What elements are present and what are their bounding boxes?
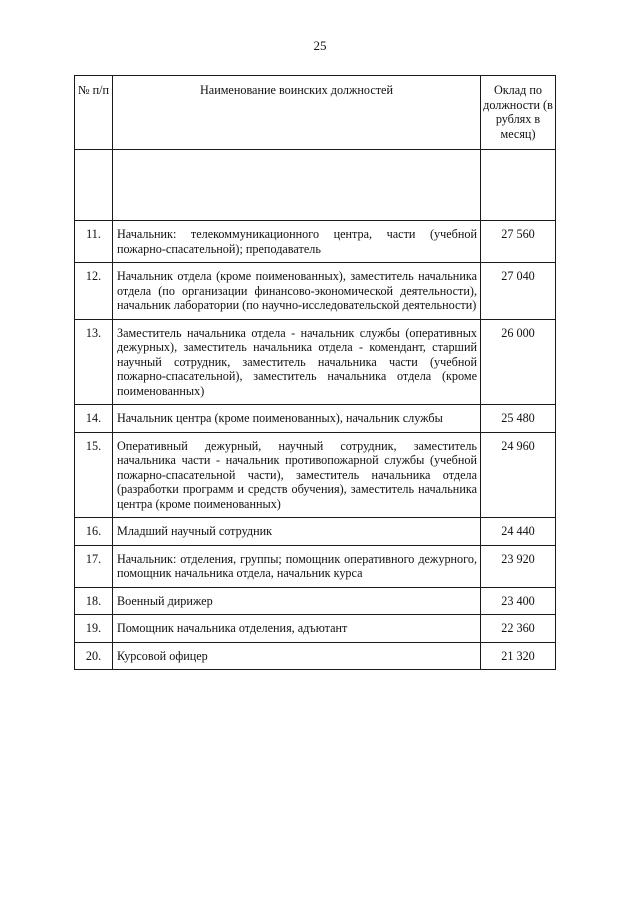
table-row [75,263,556,320]
salary-value: 24 440 [481,518,556,546]
row-number: 12. [75,263,113,320]
position-name: Начальник отдела (кроме поименованных), заместитель начальника отдела (по организации финансово-экономической деятельности), начальник лаборатории (по научно-исследовательской деятельности) [113,263,481,320]
spacer-cell [113,150,481,221]
header-number [75,76,113,150]
row-number: 14. [75,405,113,433]
table-row [75,319,556,405]
position-name: Начальник: телекоммуникационного центра, части (учебной пожарно-спасательной); преподаватель [113,221,481,263]
position-name: Начальник: отделения, группы; помощник оперативного дежурного, помощник начальника отдела, начальник курса [113,545,481,587]
salary-value: 26 000 [481,319,556,405]
positions-table [74,75,556,670]
salary-value: 24 960 [481,432,556,518]
table-row [75,615,556,643]
table-row [75,587,556,615]
row-number: 16. [75,518,113,546]
salary-value: 25 480 [481,405,556,433]
header-number-label: № п/п [77,83,110,97]
salary-value: 23 400 [481,587,556,615]
table-row [75,642,556,670]
table-row [75,518,556,546]
row-number: 15. [75,432,113,518]
position-name: Помощник начальника отделения, адъютант [113,615,481,643]
row-number: 11. [75,221,113,263]
header-salary-label: Оклад по должности (в рублях в месяц) [483,83,553,141]
table-row [75,545,556,587]
table-row [75,221,556,263]
position-name: Заместитель начальника отдела - начальник службы (оперативных дежурных), заместитель начальника отдела - комендант, старший научный сотрудник, заместитель начальника части (учебной пожарно-спасательной), заместитель начальника отдела (кроме поименованных) [113,319,481,405]
salary-value: 23 920 [481,545,556,587]
position-name: Начальник центра (кроме поименованных), начальник службы [113,405,481,433]
row-number: 17. [75,545,113,587]
spacer-cell [75,150,113,221]
row-number: 19. [75,615,113,643]
spacer-cell [481,150,556,221]
position-name: Младший научный сотрудник [113,518,481,546]
row-number: 13. [75,319,113,405]
row-number: 18. [75,587,113,615]
salary-value: 27 040 [481,263,556,320]
table-row [75,405,556,433]
salary-value: 21 320 [481,642,556,670]
table-header-row [75,76,556,150]
header-salary [481,76,556,150]
header-position-name [113,76,481,150]
header-position-name-label: Наименование воинских должностей [199,83,393,97]
position-name: Оперативный дежурный, научный сотрудник, заместитель начальника части - начальник противопожарной службы (учебной пожарно-спасательной части), заместитель начальника отдела (разработки программ и средств обучения), заместитель начальника центра (кроме поименованных) [113,432,481,518]
salary-value: 22 360 [481,615,556,643]
salary-value: 27 560 [481,221,556,263]
position-name: Курсовой офицер [113,642,481,670]
row-number: 20. [75,642,113,670]
table-row [75,432,556,518]
page-number: 25 [313,38,327,53]
position-name: Военный дирижер [113,587,481,615]
header-spacer-row [75,150,556,221]
